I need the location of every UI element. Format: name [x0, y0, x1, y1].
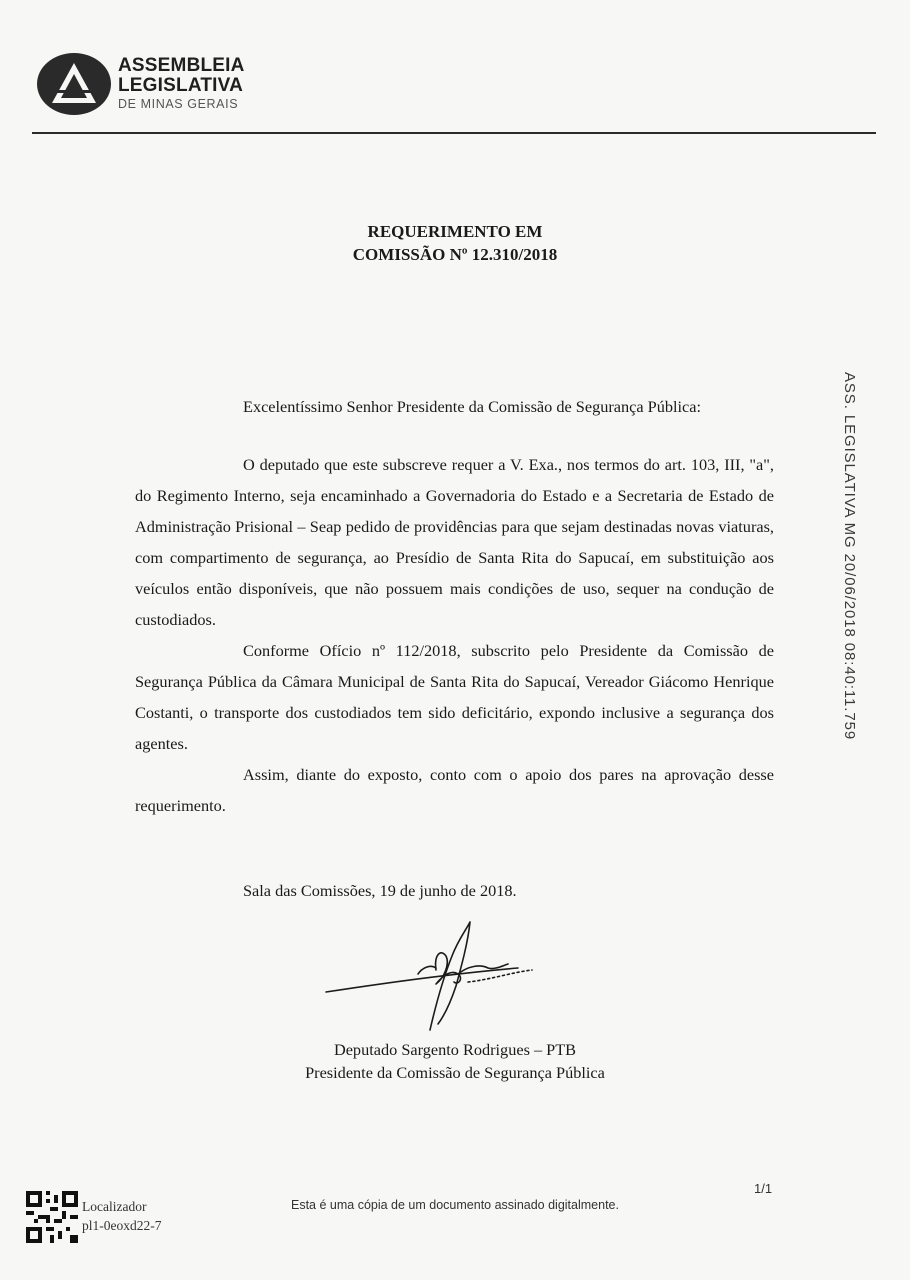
- locator-code: pl1-0eoxd22-7: [82, 1218, 162, 1233]
- document-title: [0, 220, 910, 266]
- digital-copy-note: Esta é uma cópia de um documento assinado digitalmente.: [291, 1198, 619, 1212]
- paragraph-justification: Conforme Ofício nº 112/2018, subscrito pelo Presidente da Comissão de Segurança Pública da Câmara Municipal de Santa Rita do Sapucaí, Vereador Giácomo Henrique Costanti, o transporte dos custodiados tem sido deficitário, expondo inclusive a segurança dos agentes.: [135, 641, 774, 753]
- signatory-role: Presidente da Comissão de Segurança Pública: [305, 1063, 605, 1082]
- signatory-name: Deputado Sargento Rodrigues – PTB: [333, 1040, 577, 1059]
- assembly-logo-mark-icon: [36, 52, 112, 116]
- handwritten-signature: [318, 912, 548, 1040]
- logo-line-1: ASSEMBLEIA: [118, 55, 245, 76]
- title-line-1: REQUERIMENTO EM: [367, 222, 543, 241]
- protocol-stamp-wrapper: [832, 372, 862, 772]
- document-body: [135, 394, 774, 821]
- title-line-2: COMISSÃO Nº 12.310/2018: [352, 245, 558, 264]
- salutation: Excelentíssimo Senhor Presidente da Comissão de Segurança Pública:: [243, 397, 702, 416]
- paragraph-request: O deputado que este subscreve requer a V. Exa., nos termos do art. 103, III, "a", do Regimento Interno, seja encaminhado a Governadoria do Estado e a Secretaria de Estado de Administração Prisional – Seap pedido de providências para que sejam destinadas novas viaturas, com compartimento de segurança, ao Presídio de Santa Rita do Sapucaí, em substituição aos veículos então disponíveis, que não possuem mais condições de uso, sequer na condução de custodiados.: [135, 455, 774, 629]
- logo-line-3: DE MINAS GERAIS: [118, 97, 239, 111]
- page-number: 1/1: [754, 1181, 773, 1196]
- protocol-stamp: ASS. LEGISLATIVA MG 20/06/2018 08:40:11.759: [841, 372, 858, 741]
- assembly-logo: [36, 50, 256, 120]
- place-and-date: Sala das Comissões, 19 de junho de 2018.: [243, 881, 517, 900]
- header-divider: [32, 132, 876, 134]
- signatory-block: [0, 1038, 910, 1084]
- paragraph-closing: Assim, diante do exposto, conto com o apoio dos pares na aprovação desse requerimento.: [135, 765, 774, 815]
- logo-line-2: LEGISLATIVA: [118, 75, 243, 96]
- locator-label: Localizador: [82, 1199, 147, 1214]
